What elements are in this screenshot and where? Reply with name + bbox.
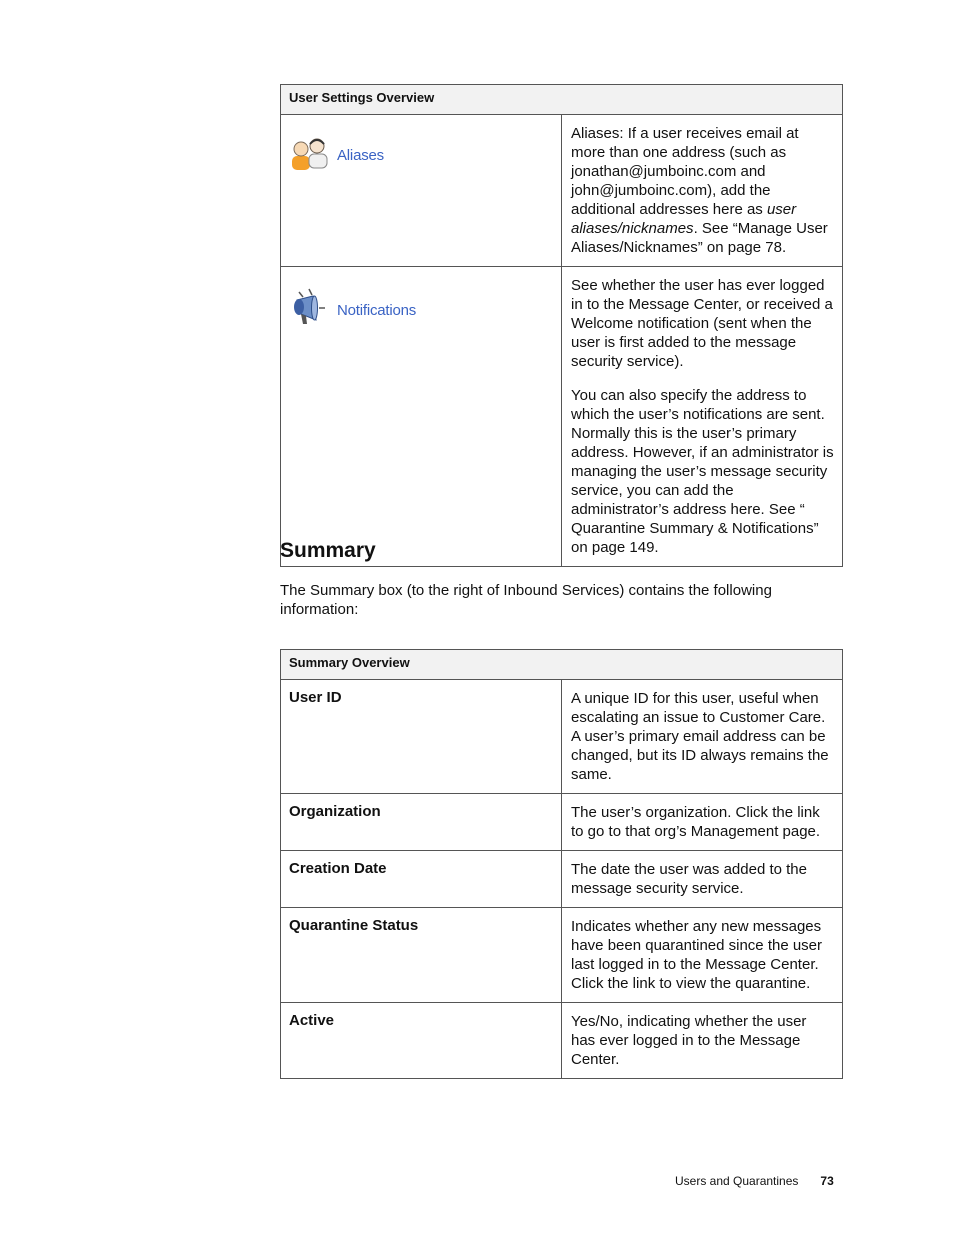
description-cell: The user’s organization. Click the link to go to that org’s Management page. (562, 794, 843, 851)
summary-overview-table (280, 649, 843, 1079)
aliases-description: Aliases: If a user receives email at more than one address (such as jonathan@jumboinc.com and john@jumboinc.com), add the additional addresses here as user aliases/nicknames. See “Manage User Aliases/Nicknames” on page 78. (562, 115, 843, 267)
description-cell: The date the user was added to the message security service. (562, 851, 843, 908)
notifications-paragraph-1: See whether the user has ever logged in to the Message Center, or received a Welcome notification (sent when the user is first added to the message security service). (571, 277, 833, 370)
aliases-label: Aliases (337, 146, 384, 164)
table-row (281, 680, 843, 794)
table-row (281, 908, 843, 1003)
description-cell: Indicates whether any new messages have been quarantined since the user last logged in to the Message Center. Click the link to view the quarantine. (562, 908, 843, 1003)
table-row (281, 1003, 843, 1079)
footer-section-title: Users and Quarantines (675, 1174, 799, 1188)
table-row (281, 851, 843, 908)
table-header: User Settings Overview (281, 85, 843, 115)
table-header: Summary Overview (281, 650, 843, 680)
term-cell: Quarantine Status (281, 908, 562, 1003)
description-cell: A unique ID for this user, useful when escalating an issue to Customer Care. A user’s primary email address can be changed, but its ID always remains the same. (562, 680, 843, 794)
term-cell: Organization (281, 794, 562, 851)
term-cell: Active (281, 1003, 562, 1079)
term-cell: User ID (281, 680, 562, 794)
page-number: 73 (820, 1174, 834, 1188)
table-row (281, 794, 843, 851)
notifications-screenshot (289, 286, 553, 334)
page-footer (675, 1174, 834, 1188)
aliases-people-icon (289, 134, 329, 176)
aliases-screenshot (289, 134, 553, 176)
notifications-label: Notifications (337, 301, 417, 319)
section-intro: The Summary box (to the right of Inbound Services) contains the following information: (280, 582, 772, 618)
page-content (280, 84, 843, 1068)
megaphone-icon (289, 286, 329, 334)
description-cell: Yes/No, indicating whether the user has ever logged in to the Message Center. (562, 1003, 843, 1079)
notifications-description (562, 267, 843, 567)
term-cell: Creation Date (281, 851, 562, 908)
table-row-aliases (281, 115, 843, 267)
user-settings-table (280, 84, 843, 567)
notifications-paragraph-2: You can also specify the address to which the user’s notifications are sent. Normally this is the user’s primary address. However, if an administrator is managing the user’s message security service, you can add the administrator’s address here. See “ Quarantine Summary & Notifications” on page 149. (571, 387, 834, 556)
section-heading: Summary (280, 539, 376, 562)
table-row-notifications (281, 267, 843, 567)
